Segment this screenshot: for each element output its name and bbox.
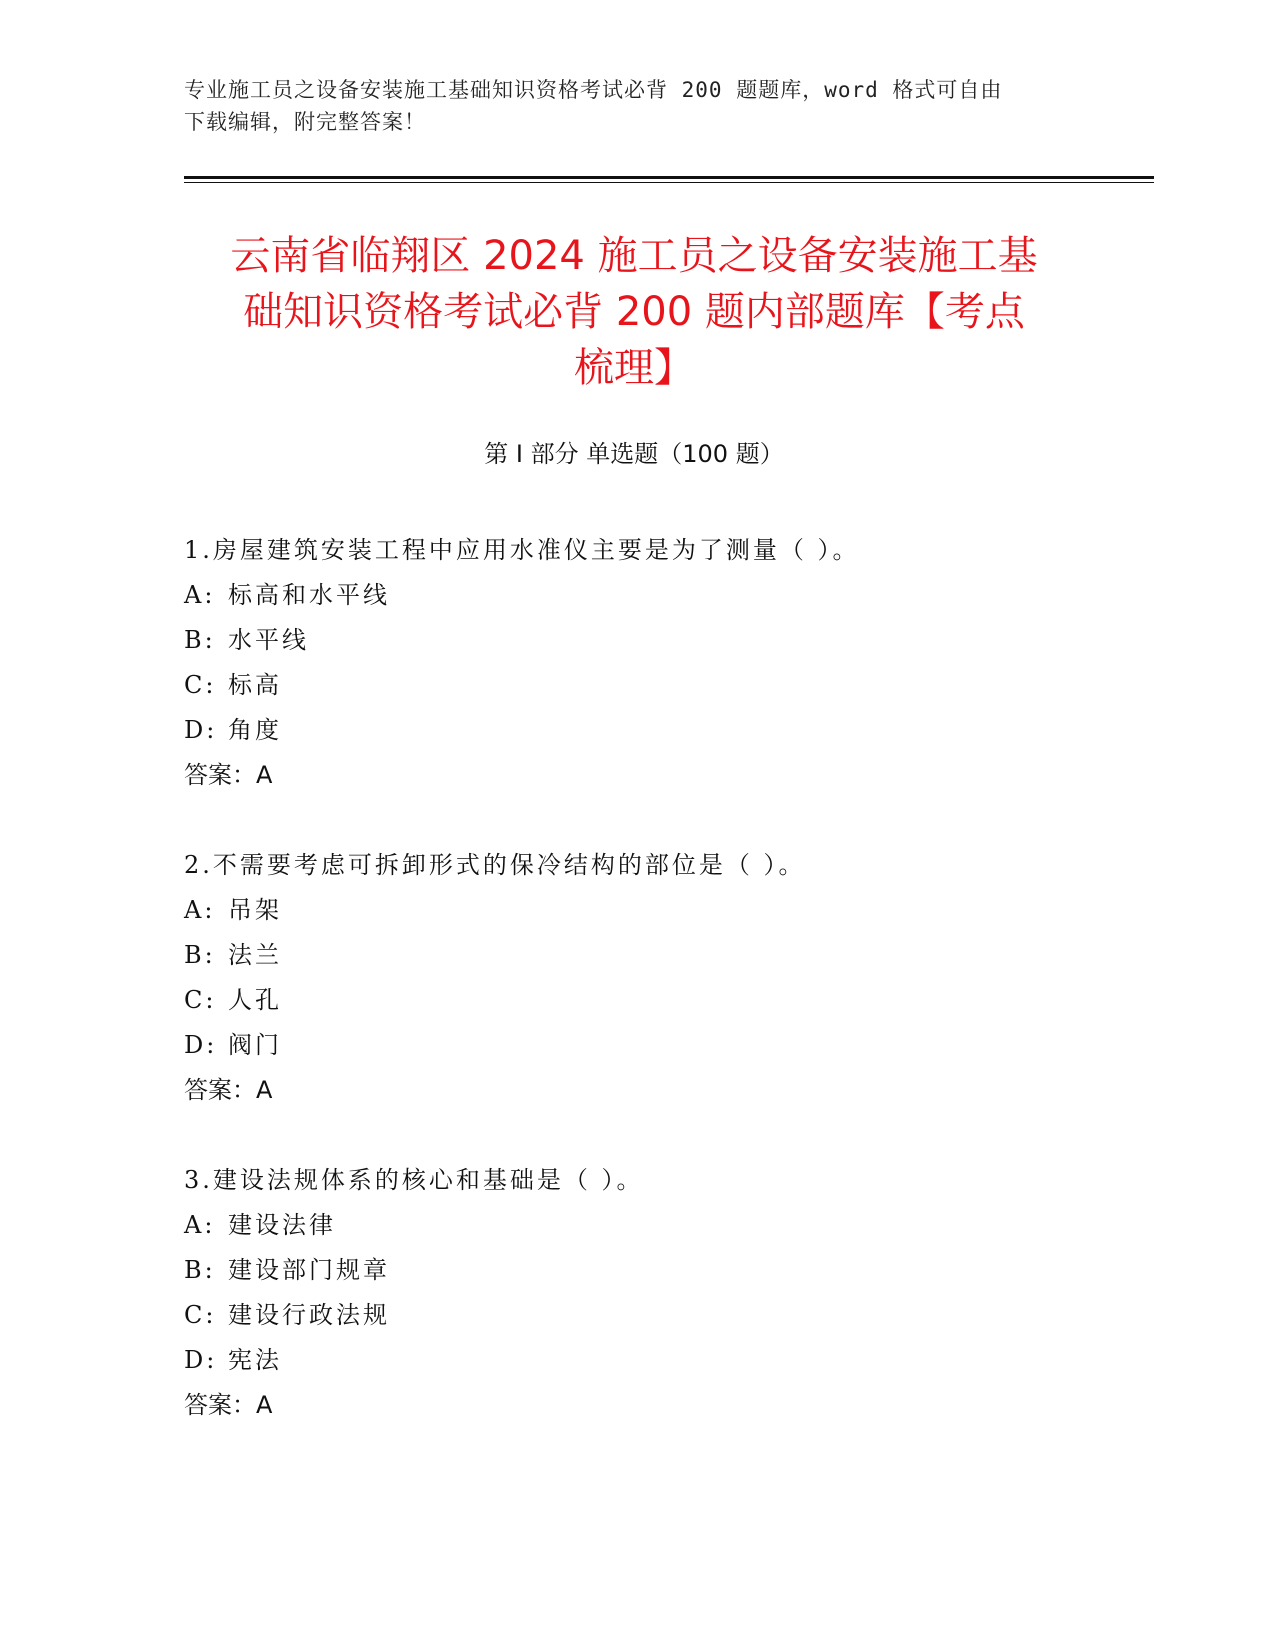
header-note-line-2: 下载编辑，附完整答案！: [184, 110, 426, 134]
option-letter: C:: [184, 671, 217, 699]
option-text: 水平线: [228, 626, 309, 654]
option-b: [184, 1248, 1134, 1293]
document-title: [184, 228, 1084, 396]
header-note-line-1: 专业施工员之设备安装施工基础知识资格考试必背 200 题题库，word 格式可自由: [184, 78, 1003, 102]
option-a: [184, 1203, 1134, 1248]
question-stem: 2.不需要考虑可拆卸形式的保冷结构的部位是（ ）。: [184, 851, 806, 879]
option-d: [184, 1338, 1134, 1383]
option-b: [184, 933, 1134, 978]
option-letter: A:: [184, 581, 216, 609]
option-text: 标高: [228, 671, 282, 699]
option-text: 阀门: [228, 1031, 282, 1059]
option-a: [184, 888, 1134, 933]
header-divider-thick: [184, 176, 1154, 179]
option-text: 角度: [228, 716, 282, 744]
question-stem: 1.房屋建筑安装工程中应用水准仪主要是为了测量（ ）。: [184, 536, 860, 564]
option-a: [184, 573, 1134, 618]
option-letter: A:: [184, 1211, 216, 1239]
question-item: [184, 1158, 1134, 1428]
option-letter: D:: [184, 716, 218, 744]
option-letter: C:: [184, 1301, 217, 1329]
question-stem: 3.建设法规体系的核心和基础是（ ）。: [184, 1166, 644, 1194]
option-d: [184, 708, 1134, 753]
option-text: 标高和水平线: [228, 581, 390, 609]
option-text: 人孔: [228, 986, 282, 1014]
question-item: [184, 843, 1134, 1113]
option-text: 建设法律: [228, 1211, 336, 1239]
option-letter: D:: [184, 1031, 218, 1059]
option-c: [184, 1293, 1134, 1338]
header-divider-thin: [184, 182, 1154, 183]
option-text: 建设行政法规: [228, 1301, 390, 1329]
answer-line: 答案：A: [184, 1076, 273, 1104]
option-letter: B:: [184, 1256, 216, 1284]
option-letter: B:: [184, 626, 216, 654]
document-title-line-3: 梳理】: [574, 345, 694, 391]
document-title-line-1: 云南省临翔区 2024 施工员之设备安装施工基: [230, 233, 1038, 279]
option-letter: C:: [184, 986, 217, 1014]
answer-line: 答案：A: [184, 1391, 273, 1419]
header-note: [184, 74, 1084, 138]
question-list: [184, 528, 1134, 1473]
option-text: 吊架: [228, 896, 282, 924]
option-letter: D:: [184, 1346, 218, 1374]
option-letter: A:: [184, 896, 216, 924]
document-title-line-2: 础知识资格考试必背 200 题内部题库【考点: [243, 289, 1025, 335]
option-c: [184, 663, 1134, 708]
option-text: 建设部门规章: [228, 1256, 390, 1284]
option-b: [184, 618, 1134, 663]
answer-line: 答案：A: [184, 761, 273, 789]
section-heading: 第 I 部分 单选题（100 题）: [484, 440, 784, 468]
option-c: [184, 978, 1134, 1023]
option-text: 宪法: [228, 1346, 282, 1374]
option-text: 法兰: [228, 941, 282, 969]
question-item: [184, 528, 1134, 798]
option-d: [184, 1023, 1134, 1068]
option-letter: B:: [184, 941, 216, 969]
